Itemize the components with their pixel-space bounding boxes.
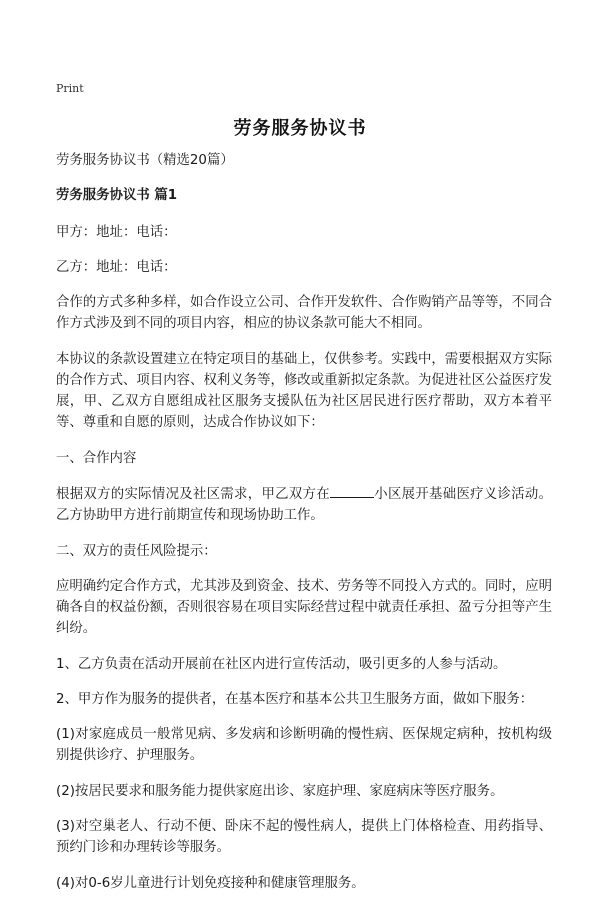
paragraph-cooperation-forms: 合作的方式多种多样，如合作设立公司、合作开发软件、合作购销产品等等，不同合作方式涉及到不同的项目内容，相应的协议条款可能大不相同。: [56, 295, 552, 331]
print-label: Print: [56, 82, 84, 95]
paragraph-reference: 本协议的条款设置建立在特定项目的基础上，仅供参考。实践中，需要根据双方实际的合作方式、项目内容、权利义务等，修改或重新拟定条款。为促进社区公益医疗发展，甲、乙双方自愿组成社区服务支援队伍为社区居民进行医疗帮助，双方本着平等、尊重和自愿的原则，达成合作协议如下：: [56, 352, 552, 430]
paragraph-risk: 应明确约定合作方式，尤其涉及到资金、技术、劳务等不同投入方式的。同时，应明确各自的权益份额，否则很容易在项目实际经营过程中就责任承担、盈亏分担等产生纠纷。: [56, 579, 552, 636]
document-title: 劳务服务协议书: [233, 118, 367, 139]
section-heading: 劳务服务协议书 篇1: [56, 188, 178, 203]
party-b-line: 乙方：地址：电话：: [56, 260, 177, 275]
document-subtitle: 劳务服务协议书（精选20篇）: [56, 153, 234, 168]
list-item-1: 1、乙方负责在活动开展前在社区内进行宣传活动，吸引更多的人参与活动。: [56, 657, 507, 672]
service-item-4: (4)对0-6岁儿童进行计划免疫接种和健康管理服务。: [56, 876, 365, 891]
heading-cooperation-content: 一、合作内容: [56, 451, 137, 466]
content-text-before-blank: 根据双方的实际情况及社区需求，甲乙双方在: [56, 487, 330, 502]
service-item-1: (1)对家庭成员一般常见病、多发病和诊断明确的慢性病、医保规定病种，按机构级别提供诊疗、护理服务。: [56, 727, 552, 763]
service-item-3: (3)对空巢老人、行动不便、卧床不起的慢性病人，提供上门体格检查、用药指导、预约门诊和办理转诊等服务。: [56, 819, 552, 855]
paragraph-cooperation-content: [56, 483, 552, 526]
service-item-2: (2)按居民要求和服务能力提供家庭出诊、家庭护理、家庭病床等医疗服务。: [56, 784, 504, 799]
party-a-line: 甲方：地址：电话：: [56, 225, 177, 240]
list-item-2: 2、甲方作为服务的提供者，在基本医疗和基本公共卫生服务方面，做如下服务：: [56, 692, 534, 707]
fill-in-blank-line: [330, 483, 374, 498]
document-body: [56, 150, 552, 908]
content-text-after-blank: 小区展开基础医疗义诊活动。乙方协助甲方进行前期宣传和现场协助工作。: [56, 487, 553, 523]
heading-responsibility-risk: 二、双方的责任风险提示：: [56, 544, 217, 559]
